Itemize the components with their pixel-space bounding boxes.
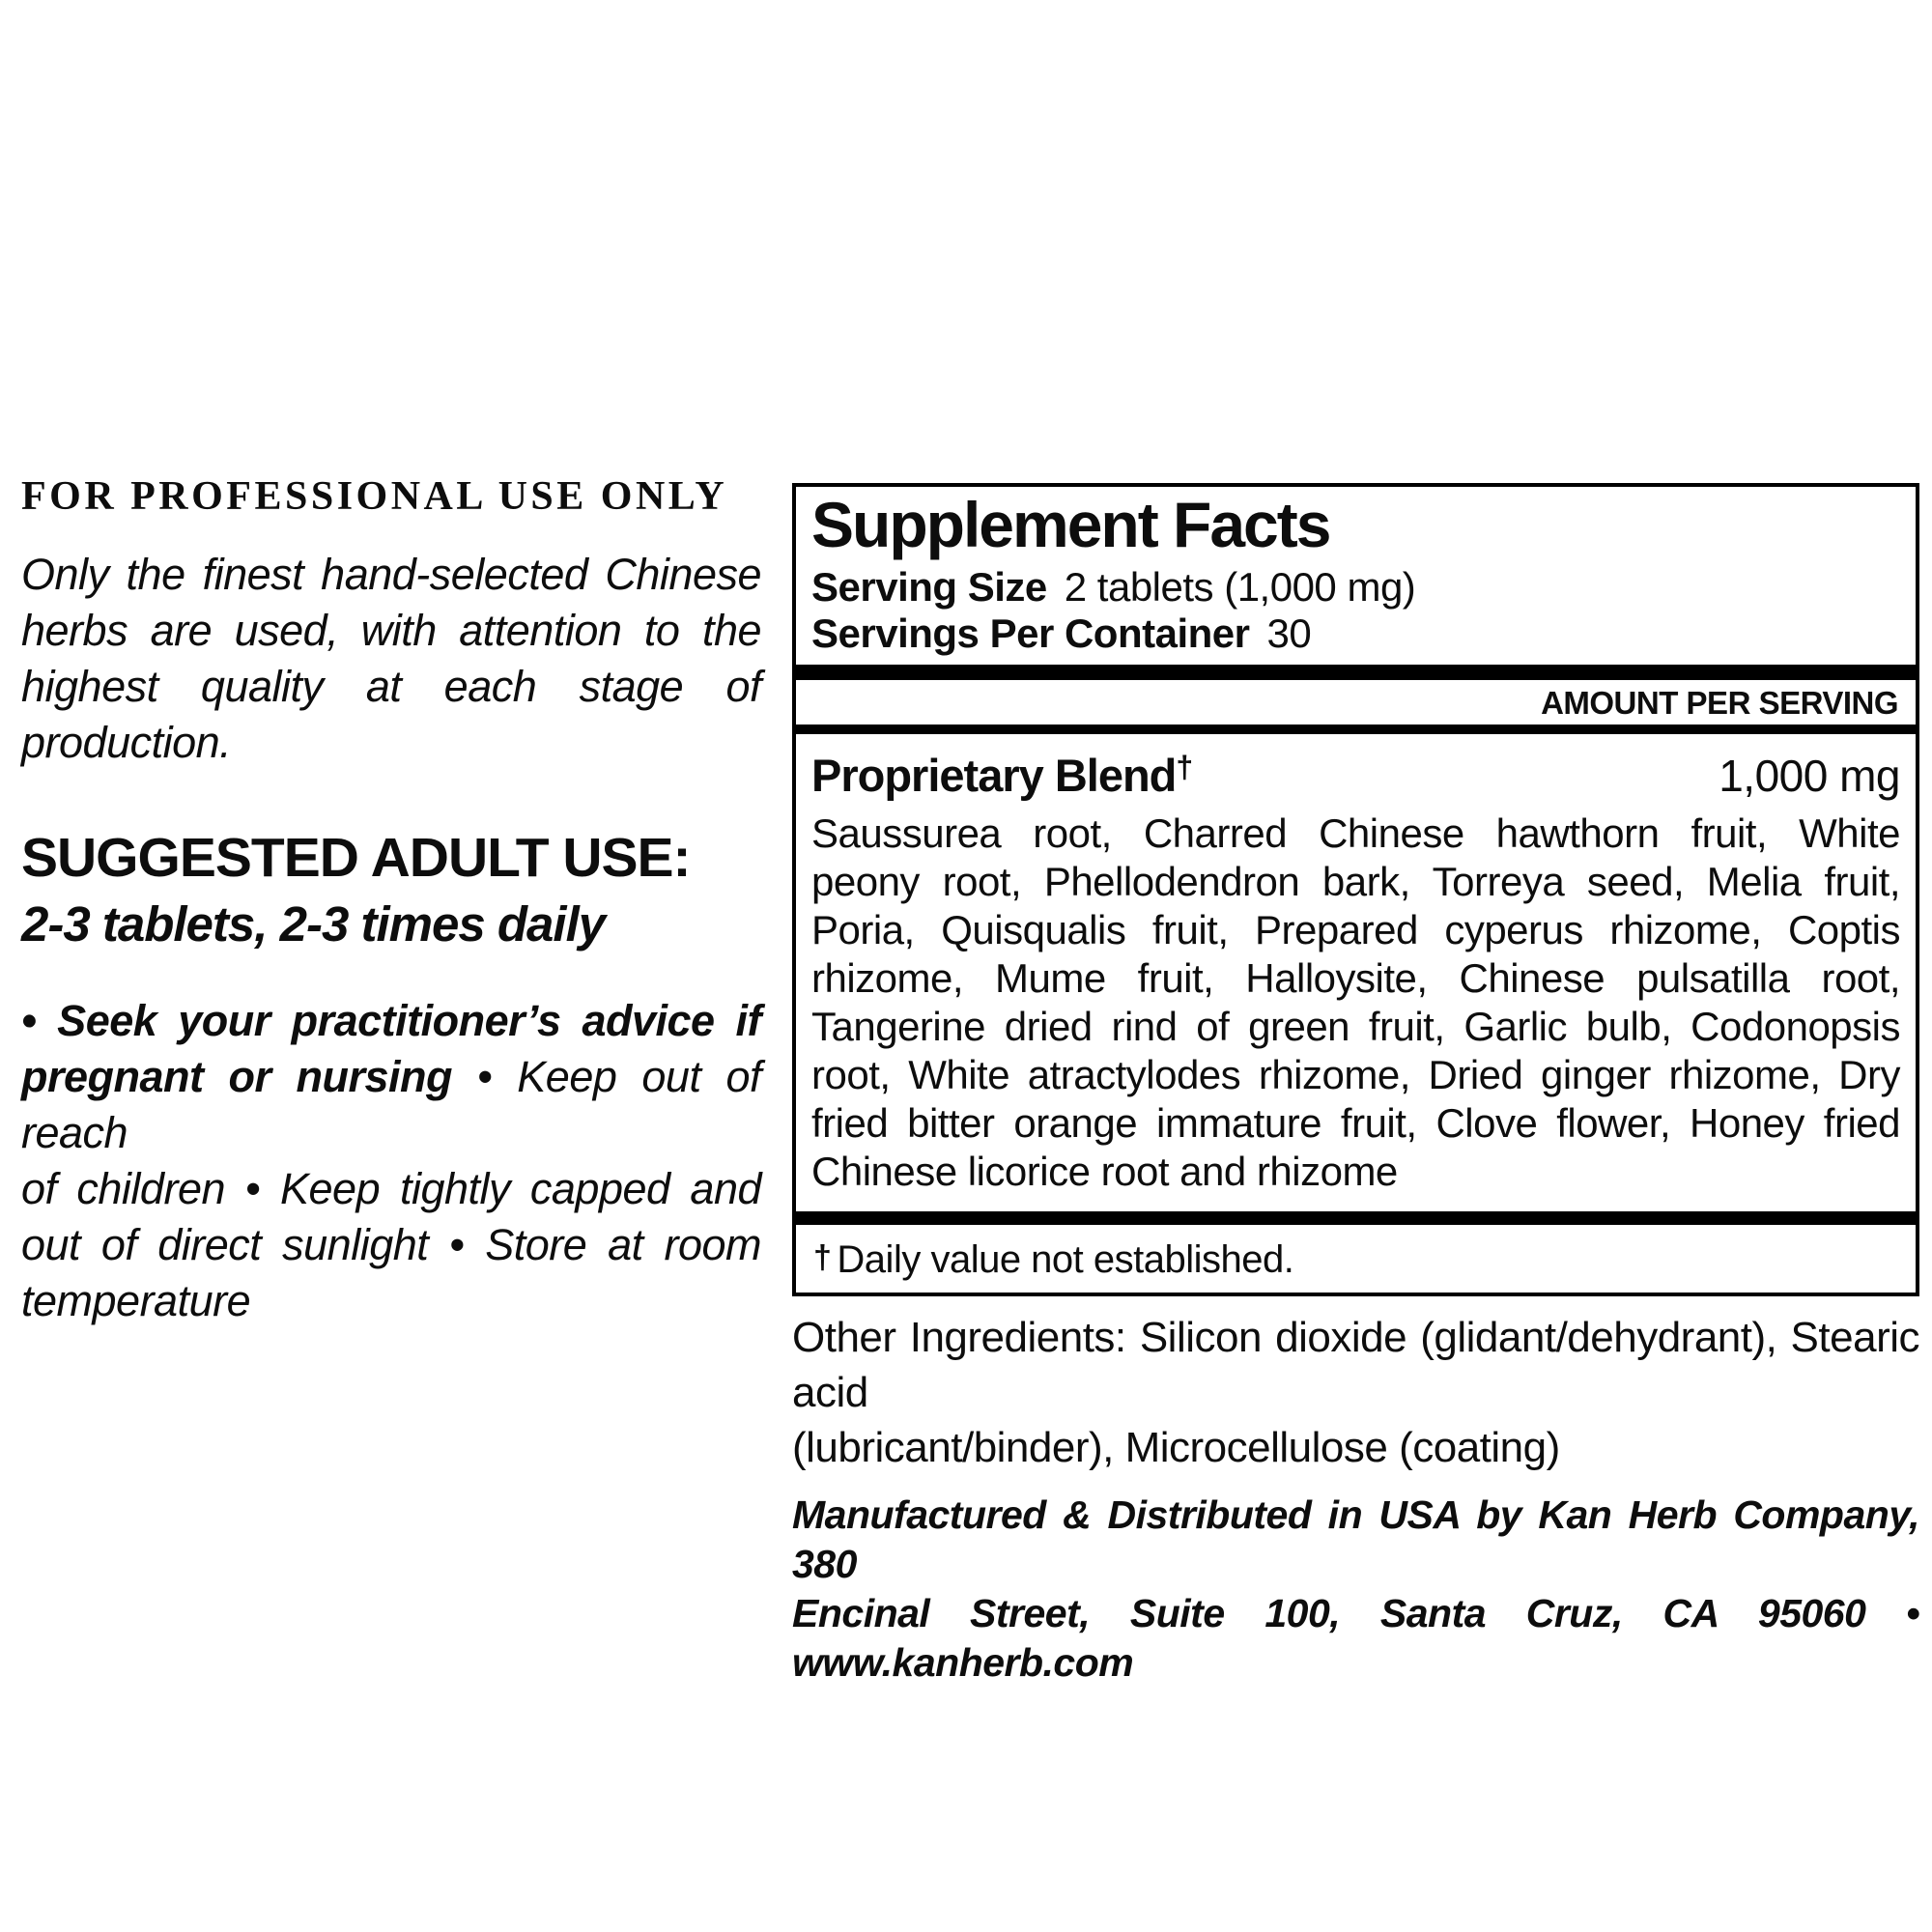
manufacturer-block (792, 1491, 1919, 1688)
suggested-use-heading: SUGGESTED ADULT USE: (21, 827, 691, 890)
supplement-facts-title: Supplement Facts (811, 489, 1330, 560)
servings-per-container-label: Servings Per Container (811, 611, 1250, 656)
daily-value-footnote (811, 1238, 1900, 1281)
intro-line: herbs are used, with attention to the (21, 606, 761, 656)
blend-dagger: † (1176, 750, 1193, 784)
left-column (21, 475, 761, 1329)
warning-line-rest: out of direct sunlight • Store at room (21, 1220, 761, 1270)
amount-per-serving-header: AMOUNT PER SERVING (1541, 685, 1898, 721)
divider-bar-medium (796, 724, 1916, 734)
warning-line-rest: • Keep out of reach (21, 1052, 761, 1158)
serving-size-value: 2 tablets (1,000 mg) (1064, 564, 1416, 610)
manufacturer-line: Manufactured & Distributed in USA by Kan Herb Company, 380 (792, 1492, 1919, 1586)
warning-line (21, 993, 761, 1049)
ingredient-line: peony root, Phellodendron bark, Torreya seed, Melia fruit, (811, 859, 1900, 904)
other-ingredients-line: (lubricant/binder), Microcellulose (coating) (792, 1424, 1560, 1471)
ingredient-line: Tangerine dried rind of green fruit, Garlic bulb, Codonopsis (811, 1004, 1900, 1049)
ingredient-line: Chinese licorice root and rhizome (811, 1149, 1398, 1194)
warning-line (21, 1049, 761, 1161)
warning-line (21, 1217, 761, 1273)
divider-bar-thick (796, 665, 1916, 680)
warning-line-bold: • Seek your practitioner’s advice if (21, 996, 761, 1046)
warning-line-rest: of children • Keep tightly capped and (21, 1164, 761, 1214)
serving-size-label: Serving Size (811, 564, 1047, 610)
warning-line (21, 1161, 761, 1217)
proprietary-blend-row (811, 750, 1900, 801)
warning-line-bold: pregnant or nursing (21, 1052, 453, 1102)
intro-line: Only the finest hand-selected Chinese (21, 550, 761, 600)
ingredient-line: Saussurea root, Charred Chinese hawthorn fruit, White (811, 810, 1900, 856)
footnote-dagger: † (813, 1239, 832, 1276)
suggested-use-dose: 2-3 tablets, 2-3 times daily (21, 896, 606, 952)
ingredient-line: rhizome, Mume fruit, Halloysite, Chinese pulsatilla root, (811, 955, 1900, 1001)
other-ingredients-line: Other Ingredients: Silicon dioxide (glidant/dehydrant), Stearic acid (792, 1314, 1919, 1416)
blend-ingredients-paragraph (811, 810, 1900, 1196)
footnote-text: Daily value not established. (837, 1238, 1294, 1281)
proprietary-blend-name (811, 750, 1193, 801)
proprietary-blend-amount: 1,000 mg (1719, 751, 1900, 801)
ingredient-line: fried bitter orange immature fruit, Clove flower, Honey fried (811, 1100, 1900, 1146)
manufacturer-line: Encinal Street, Suite 100, Santa Cruz, CA 95060 • www.kanherb.com (792, 1591, 1919, 1685)
ingredient-line: root, White atractylodes rhizome, Dried ginger rhizome, Dry (811, 1052, 1900, 1097)
intro-line: highest quality at each stage of (21, 662, 761, 712)
divider-bar-footnote (796, 1211, 1916, 1225)
ingredient-line: Poria, Quisqualis fruit, Prepared cyperus rhizome, Coptis (811, 907, 1900, 952)
intro-paragraph (21, 547, 761, 771)
serving-size-line (811, 564, 1900, 611)
warning-line-rest: temperature (21, 1276, 251, 1326)
blend-name-text: Proprietary Blend (811, 750, 1177, 801)
intro-line: production. (21, 718, 232, 768)
serving-info (811, 564, 1900, 657)
servings-per-container-line (811, 611, 1900, 657)
below-panel (792, 1310, 1919, 1688)
professional-use-heading: FOR PROFESSIONAL USE ONLY (21, 474, 728, 519)
warning-line (21, 1273, 761, 1329)
servings-per-container-value: 30 (1266, 611, 1312, 656)
supplement-facts-panel (792, 483, 1919, 1296)
warnings-paragraph (21, 993, 761, 1329)
